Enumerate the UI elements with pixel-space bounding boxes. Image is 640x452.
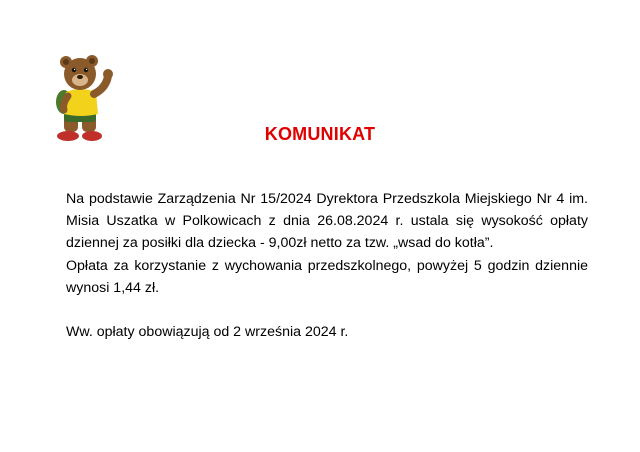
announcement-body bbox=[66, 188, 588, 343]
title-text: KOMUNIKAT bbox=[264, 124, 376, 144]
page-title bbox=[0, 124, 640, 145]
paragraph-effective-date: Ww. opłaty obowiązują od 2 września 2024 r. bbox=[66, 324, 349, 341]
paragraph-fee-care: Opłata za korzystanie z wychowania przedszkolnego, powyżej 5 godzin dziennie wynosi 1,44 zł. bbox=[66, 257, 588, 296]
paragraph-fee-meals: Na podstawie Zarządzenia Nr 15/2024 Dyrektora Przedszkola Miejskiego Nr 4 im. Misia Uszatka w Polkowicach z dnia 26.08.2024 r. ustala się wysokość opłaty dziennej za posiłki dla dziecka - 9,00zł netto za tzw. „wsad do kotła”. bbox=[66, 191, 588, 252]
paragraph-spacer bbox=[66, 299, 588, 321]
